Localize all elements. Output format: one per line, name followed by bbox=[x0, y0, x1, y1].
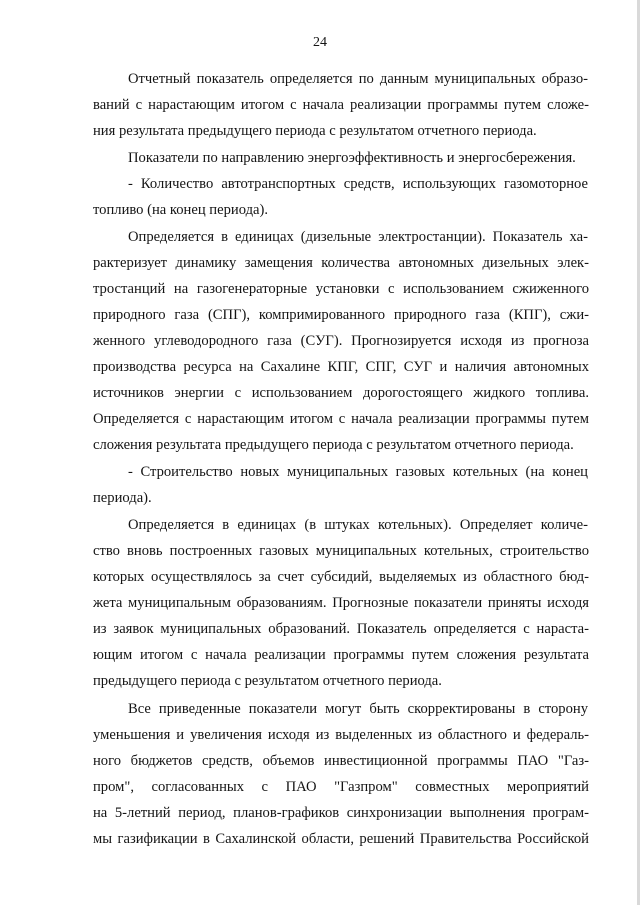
text-line: Показатели по направлению энергоэффективность и энергосбережения. bbox=[128, 150, 576, 166]
text-line: периода). bbox=[93, 490, 152, 506]
text-line: ния результата предыдущего периода с результатом отчетного периода. bbox=[93, 123, 537, 139]
text-line: которых осуществлялось за счет субсидий, выделяемых из областного бюд- bbox=[93, 569, 589, 585]
text-line: уменьшения и увеличения исходя из выделенных из областного и федераль- bbox=[93, 727, 589, 743]
text-line: тростанций на газогенераторные установки с использованием сжиженного bbox=[93, 281, 589, 297]
text-line: рактеризует динамику замещения количества автономных дизельных элек- bbox=[93, 255, 589, 271]
text-line: Определяется в единицах (дизельные электростанции). Показатель ха- bbox=[128, 229, 588, 245]
text-line: ющим итогом с начала реализации программы путем сложения результата bbox=[93, 647, 589, 663]
text-line: производства ресурса на Сахалине КПГ, СПГ, СУГ и наличия автономных bbox=[93, 359, 589, 375]
page-number: 24 bbox=[313, 35, 327, 50]
text-line: предыдущего периода с результатом отчетного периода. bbox=[93, 673, 442, 689]
text-line: природного газа (СПГ), компримированного природного газа (КПГ), сжи- bbox=[93, 307, 589, 323]
text-line: Определяется с нарастающим итогом с начала реализации программы путем bbox=[93, 411, 589, 427]
text-line: Определяется в единицах (в штуках котельных). Определяет количе- bbox=[128, 517, 588, 533]
text-line: женного углеводородного газа (СУГ). Прогнозируется исходя из прогноза bbox=[93, 333, 589, 349]
text-line: мы газификации в Сахалинской области, решений Правительства Российской bbox=[93, 831, 589, 847]
text-line: источников энергии с использованием дорогостоящего жидкого топлива. bbox=[93, 385, 589, 401]
text-line: жета муниципальным образованиям. Прогнозные показатели приняты исходя bbox=[93, 595, 589, 611]
text-line: на 5-летний период, планов-графиков синхронизации выполнения програм- bbox=[93, 805, 589, 821]
text-line: Отчетный показатель определяется по данным муниципальных образо- bbox=[128, 71, 588, 87]
text-line: ство вновь построенных газовых муниципальных котельных, строительство bbox=[93, 543, 589, 559]
text-line: ваний с нарастающим итогом с начала реализации программы путем сложе- bbox=[93, 97, 589, 113]
text-line: - Строительство новых муниципальных газовых котельных (на конец bbox=[128, 464, 588, 480]
text-line: ного бюджетов средств, объемов инвестиционной программы ПАО "Газ- bbox=[93, 753, 589, 769]
text-line: Все приведенные показатели могут быть скорректированы в сторону bbox=[128, 701, 588, 717]
text-line: из заявок муниципальных образований. Показатель определяется с нараста- bbox=[93, 621, 589, 637]
text-line: топливо (на конец периода). bbox=[93, 202, 268, 218]
text-line: пром", согласованных с ПАО "Газпром" совместных мероприятий bbox=[93, 779, 589, 795]
text-line: сложения результата предыдущего периода с результатом отчетного периода. bbox=[93, 437, 574, 453]
text-line: - Количество автотранспортных средств, использующих газомоторное bbox=[128, 176, 588, 192]
